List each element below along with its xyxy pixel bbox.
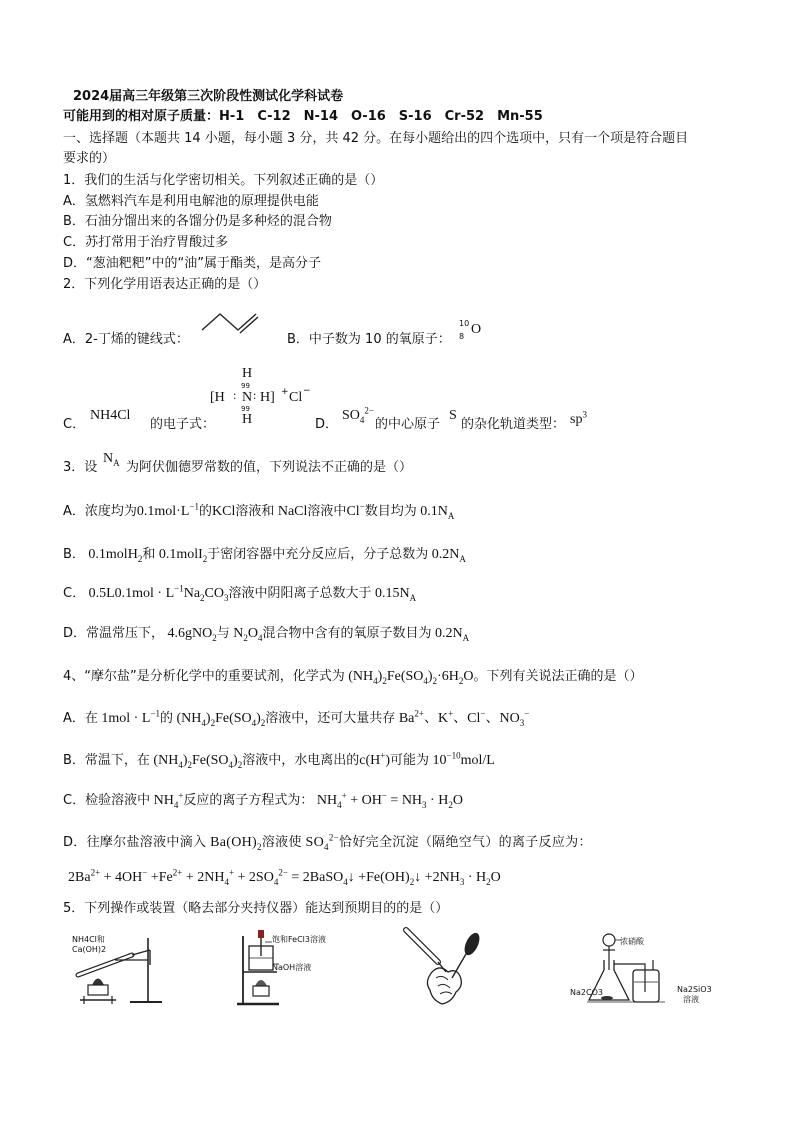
q5-stem: 5．下列操作或装置（略去部分夹持仪器）能达到预期目的的是（） — [63, 901, 449, 916]
sp3-label: $sp^3$ — [570, 409, 587, 427]
nh4cl-formula: NH4Cl — [90, 408, 131, 423]
q4-stem: 4、“摩尔盐”是分析化学中的重要试剂，化学式为 $(NH_4)_2Fe(SO_4)_2\cdot 6H_2O$。下列有关说法正确的是（） — [63, 669, 643, 686]
ed-dots-bottom: 99 — [241, 405, 250, 413]
fig1-apparatus — [70, 930, 165, 1010]
isotope-mass: 10 — [459, 319, 470, 328]
q3-option-a: A．浓度均为$0.1mol\cdot L^{-1}$的KCl溶液和 NaCl溶液中Cl−数目均为 $0.1N_A$ — [63, 501, 455, 521]
q4-option-a: A．在 $1mol \cdot L^{-1}$的 $(NH_4)_2Fe(SO_4)_2$溶液中，还可大量共存 $Ba^{2+}$、K+、Cl−、$NO_3^-$ — [63, 708, 530, 728]
fig4-label-line4: 溶液 — [683, 995, 699, 1004]
q4-option-c: C．检验溶液中 $NH_4^+$反应的离子方程式为： $NH_4^+ + OH^- = NH_3 \cdot H_2O$ — [63, 790, 463, 810]
ed-bottom-h: H — [242, 412, 253, 427]
atomic-masses: 可能用到的相对原子质量：H-1 C-12 N-14 O-16 S-16 Cr-52 Mn-55 — [63, 109, 543, 124]
ed-cl: Cl — [289, 390, 303, 405]
ed-left: [H — [210, 390, 225, 405]
q1-option-d: D．“葱油粑粑”中的“油”属于酯类，是高分子 — [63, 256, 321, 271]
fig1-label-line1: NH4Cl和 — [72, 935, 105, 944]
q1-option-a: A．氢燃料汽车是利用电解池的原理提供电能 — [63, 194, 319, 209]
q2-stem: 2．下列化学用语表达正确的是（） — [63, 277, 267, 292]
q1-option-b: B．石油分馏出来的各馏分仍是多种烃的混合物 — [63, 214, 332, 229]
ed-plus: + — [281, 387, 289, 397]
fig2-label-line2: NaOH溶液 — [272, 963, 312, 972]
q2-option-d-text1: 的中心原子 — [375, 417, 441, 432]
isotope-number: 8 — [459, 332, 465, 341]
q2-option-a: A．2-丁烯的键线式： — [63, 332, 189, 347]
q2-option-d-text2: 的杂化轨道类型： — [461, 417, 566, 432]
ed-n: N — [242, 390, 253, 405]
ed-right: H] — [260, 390, 275, 405]
fig4-label-line3: Na2SiO3 — [677, 985, 712, 994]
fig2-apparatus — [235, 928, 280, 1010]
fig3-hand-dropper-illustration — [402, 928, 487, 1010]
sulfate-formula: $SO_4^{2-}$ — [342, 405, 374, 425]
ed-minus: − — [303, 386, 311, 396]
q2-option-b: B．中子数为 10 的氧原子： — [287, 332, 451, 347]
section-instructions-line1: 一、选择题（本题共 14 小题，每小题 3 分，共 42 分。在每小题给出的四个选项中，只有一个项是符合题目 — [63, 131, 689, 146]
q3-option-c: C． $0.5L0.1mol \cdot L^{-1}Na_2CO_3$溶液中阴阳离子总数大于 $0.15N_A$ — [63, 583, 417, 603]
fig4-label-line2: Na2CO3 — [570, 988, 603, 997]
q3-stem-post: 为阿伏伽德罗常数的值，下列说法不正确的是（） — [126, 460, 413, 475]
butene-skeletal-formula — [200, 310, 272, 336]
sulfur-symbol: S — [449, 408, 457, 423]
fig1-label-line2: Ca(OH)2 — [72, 945, 107, 954]
q4-option-d-equation: $2Ba^{2+} + 4OH^- +Fe^{2+} + 2NH_4^+ + 2SO_4^{2-}$ = 2BaSO$_4$↓ $+Fe(OH)_2↓ +2NH_3 \cdot H_2O$ — [68, 867, 501, 887]
q4-option-b: B．常温下，在 $(NH_4)_2Fe(SO_4)_2$溶液中，水电离出的c(H+)可能为 $10^{-10}mol/L$ — [63, 750, 495, 770]
ed-top-h: H — [242, 366, 253, 381]
q3-stem-pre: 3．设 — [63, 460, 98, 475]
q2-option-c-text: 的电子式： — [150, 417, 216, 432]
page-title: 2024届高三年级第三次阶段性测试化学科试卷 — [73, 89, 344, 104]
na-symbol: $N_A$ — [103, 451, 120, 468]
q1-option-c: C．苏打常用于治疗胃酸过多 — [63, 235, 229, 250]
q1-stem: 1．我们的生活与化学密切相关。下列叙述正确的是（） — [63, 173, 384, 188]
isotope-symbol: O — [471, 322, 482, 337]
ed-dots-top: 99 — [241, 382, 250, 390]
fig4-apparatus — [585, 930, 680, 1010]
section-instructions-line2: 要求的） — [63, 151, 116, 166]
fig4-label-line1: 浓硝酸 — [620, 937, 644, 946]
q2-option-c: C． — [63, 417, 86, 432]
q4-option-d: D．往摩尔盐溶液中滴入 $Ba(OH)_2$溶液使 $SO_4^{2-}$恰好完全沉淀（隔绝空气）的离子反应为： — [63, 832, 592, 852]
q3-option-d: D．常温常压下， 4.6gNO$_2$与 $N_2O_4$混合物中含有的氧原子数目为 $0.2N_A$ — [63, 626, 470, 643]
q2-option-d: D． — [315, 417, 339, 432]
fig2-label-line1: 饱和FeCl3溶液 — [272, 935, 326, 944]
q3-option-b: B． 0.1molH$_2$和 0.1molI$_2$于密闭容器中充分反应后，分子总数为 $0.2N_A$ — [63, 547, 466, 564]
